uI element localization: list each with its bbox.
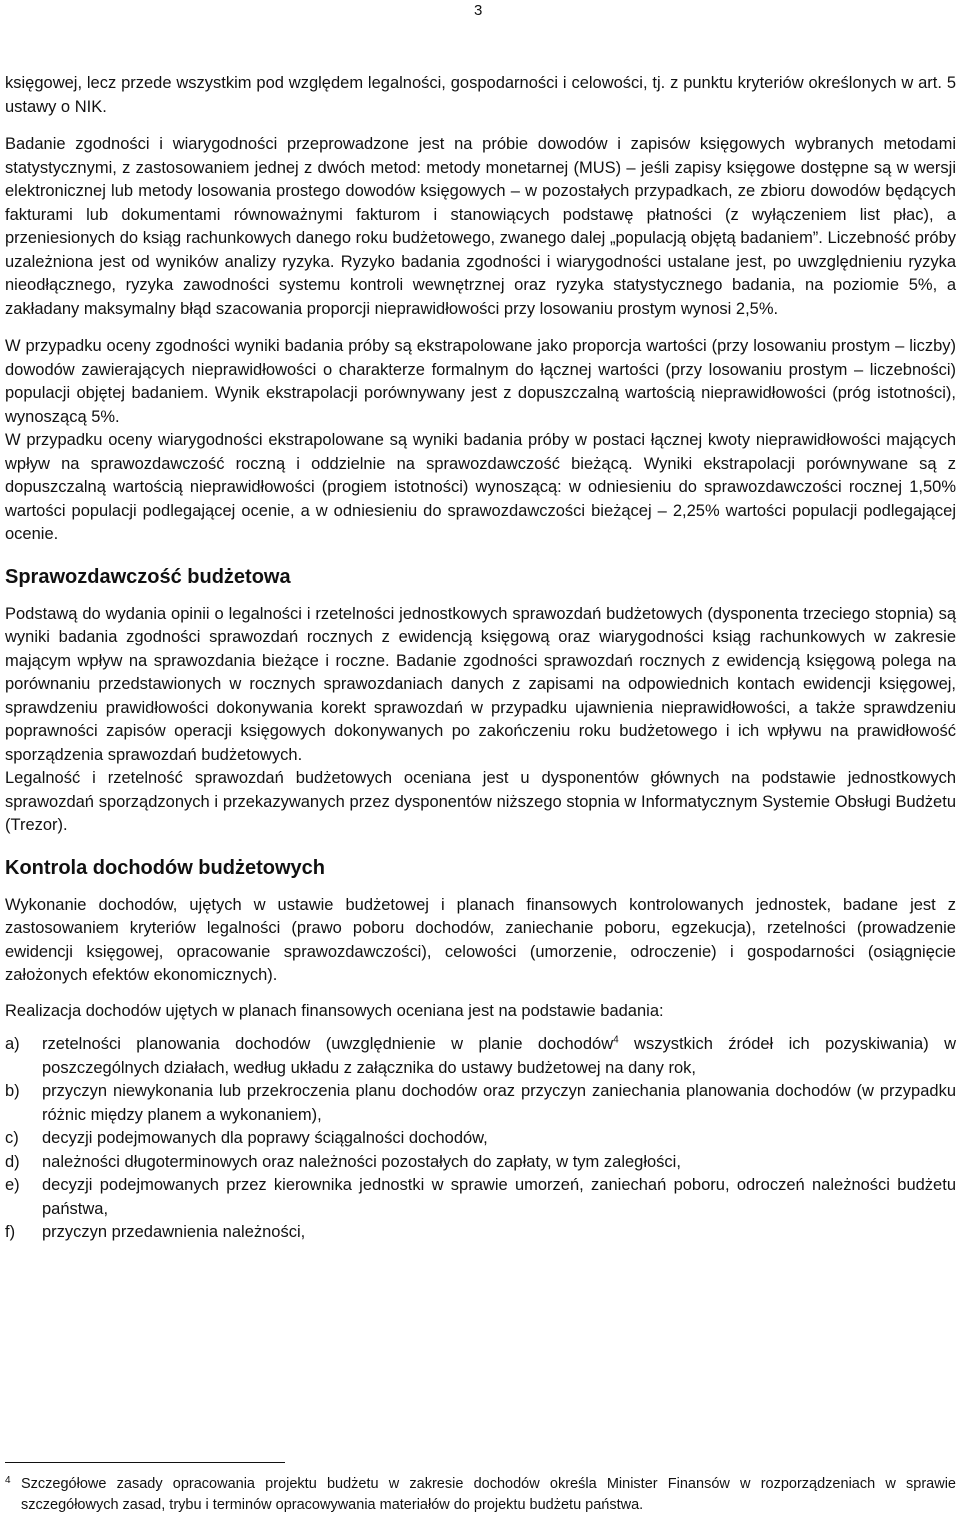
list-item (5, 1080, 956, 1127)
list-item (5, 1127, 956, 1151)
paragraph-revenue-realization-intro: Realizacja dochodów ujętych w planach finansowych oceniana jest na podstawie badania: (5, 1001, 664, 1020)
list-item-marker: a) (5, 1035, 20, 1053)
list-item-marker: f) (5, 1223, 16, 1241)
paragraph-reliability-assessment: W przypadku oceny wiarygodności ekstrapolowane są wyniki badania próby w postaci łącznej kwoty nieprawidłowości mających wpływ na sprawozdawczość roczną i oddzielnie na sprawozdawczość bieżącą. Wyniki ekstrapolacji porównywane są z dopuszczalną wartością nieprawidłowości (progiem istotności) wynoszącą: w odniesieniu do sprawozdawczości rocznej 1,50% wartości populacji podlegającej ocenie, a w odniesieniu do sprawozdawczości bieżącej – 2,25% wartości populacji podlegającej ocenie. (5, 431, 956, 543)
section-heading-budget-reporting: Sprawozdawczość budżetowa (5, 565, 291, 588)
paragraph-budget-reporting-legality: Legalność i rzetelność sprawozdań budżetowych oceniana jest u dysponentów głównych na podstawie jednostkowych sprawozdań sporządzonych i przekazywanych przez dysponentów niższego stopnia w Informatycznym Systemie Obsługi Budżetu (Trezor). (5, 769, 956, 834)
paragraph-compliance-assessment: W przypadku oceny zgodności wyniki badania próby są ekstrapolowane jako proporcja wartości (przy losowaniu prostym – liczby) dowodów zawierających nieprawidłowości o charakterze formalnym do łącznej wartości (przy losowaniu prostym – liczebności) populacji objętej badaniem. Wynik ekstrapolacji porównywany jest z dopuszczalną wartością nieprawidłowości (próg istotności), wynoszącą 5%. (5, 337, 956, 426)
list-item (5, 1221, 956, 1245)
list-item-text: przyczyn przedawnienia należności, (42, 1223, 306, 1241)
list-item-text: przyczyn niewykonania lub przekroczenia planu dochodów oraz przyczyn zaniechania planowania dochodów (w przypadku różnic między planem a wykonaniem), (42, 1082, 956, 1124)
list-item-marker: b) (5, 1082, 20, 1100)
paragraph-revenue-execution: Wykonanie dochodów, ujętych w ustawie budżetowej i planach finansowych kontrolowanych jednostek, badane jest z zastosowaniem kryteriów legalności (prawo poboru dochodów, zaniechanie poboru, egzekucja), rzetelności (prowadzenie ewidencji księgowej, opracowanie sprawozdawczości), celowości (umorzenie, odroczenie) i gospodarności (osiągnięcie założonych efektów ekonomicznych). (5, 895, 956, 984)
list-item (5, 1151, 956, 1175)
footnote-reference: 4 (613, 1034, 619, 1046)
section-heading-revenue-control: Kontrola dochodów budżetowych (5, 856, 325, 879)
footnote-text: Szczegółowe zasady opracowania projektu budżetu w zakresie dochodów określa Minister Finansów w rozporządzeniach w sprawie szczegółowych zasad, trybu i terminów opracowywania materiałów do projektu budżetu państwa. (21, 1476, 956, 1513)
page-number: 3 (474, 2, 483, 19)
paragraph-continuation: księgowej, lecz przede wszystkim pod względem legalności, gospodarności i celowości, tj. z punktu kryteriów określonych w art. 5 ustawy o NIK. (5, 74, 956, 116)
list-item (5, 1033, 956, 1080)
page-content (5, 72, 956, 1245)
list-item-marker: c) (5, 1129, 19, 1147)
list-item-marker: e) (5, 1176, 20, 1194)
list-item (5, 1174, 956, 1221)
list-item-marker: d) (5, 1152, 20, 1171)
list-item-text: rzetelności planowania dochodów (uwzględnienie w planie dochodów (42, 1035, 614, 1053)
list-item-text: decyzji podejmowanych dla poprawy ściągalności dochodów, (42, 1129, 488, 1147)
footnote (5, 1474, 956, 1516)
footnote-marker: 4 (5, 1475, 11, 1486)
paragraph-budget-reporting-basis: Podstawą do wydania opinii o legalności i rzetelności jednostkowych sprawozdań budżetowych (dysponenta trzeciego stopnia) są wyniki badania zgodności sprawozdań rocznych z ewidencją księgową oraz wiarygodności ksiąg rachunkowych w zakresie mającym wpływ na sprawozdania bieżące i roczne. Badanie zgodności sprawozdań rocznych z ewidencją księgową polega na porównaniu przedstawionych w rocznych sprawozdaniach danych z zapisami na odpowiednich kontach ewidencji księgowej, sprawdzeniu prawidłowości dokonywania korekt sprawozdań w przypadku ujawnienia nieprawidłowości, a także sprawdzeniu poprawności zapisów operacji księgowych dokonywanych po zakończeniu roku budżetowego i ich wpływu na prawidłowość sporządzenia sprawozdań budżetowych. (5, 604, 956, 764)
list-item-text-continued: wszystkich źródeł ich pozyskiwania) w poszczególnych działach, według układu z załącznika do ustawy budżetowej na dany rok, (42, 1035, 956, 1077)
revenue-criteria-list (5, 1033, 956, 1245)
list-item-text: należności długoterminowych oraz należności pozostałych do zapłaty, w tym zaległości, (42, 1152, 681, 1171)
footnote-separator (5, 1462, 285, 1463)
list-item-text: decyzji podejmowanych przez kierownika jednostki w sprawie umorzeń, zaniechań poboru, odroczeń należności budżetu państwa, (42, 1176, 956, 1218)
paragraph-sampling-method: Badanie zgodności i wiarygodności przeprowadzone jest na próbie dowodów i zapisów księgowych wybranych metodami statystycznymi, z zastosowaniem jednej z dwóch metod: metody monetarnej (MUS) – jeśli zapisy księgowe dostępne są w wersji elektronicznej lub metody losowania prostego dowodów księgowych – w pozostałych przypadkach, ze zbioru dowodów będących fakturami lub dokumentami równoważnymi fakturom i stanowiących podstawę płatności (z wyłączeniem list płac), a przeniesionych do ksiąg rachunkowych danego roku budżetowego, zwanego dalej „populacją objętą badaniem”. Liczebność próby uzależniona jest od wyników analizy ryzyka. Ryzyko badania zgodności i wiarygodności ustalane jest, po uwzględnieniu ryzyka nieodłącznego, ryzyka zawodności systemu kontroli wewnętrznej oraz ryzyka statystycznego badania, na poziomie 5%, a zakładany maksymalny błąd szacowania proporcji nieprawidłowości przy losowaniu prostym wynosi 2,5%. (5, 135, 956, 318)
